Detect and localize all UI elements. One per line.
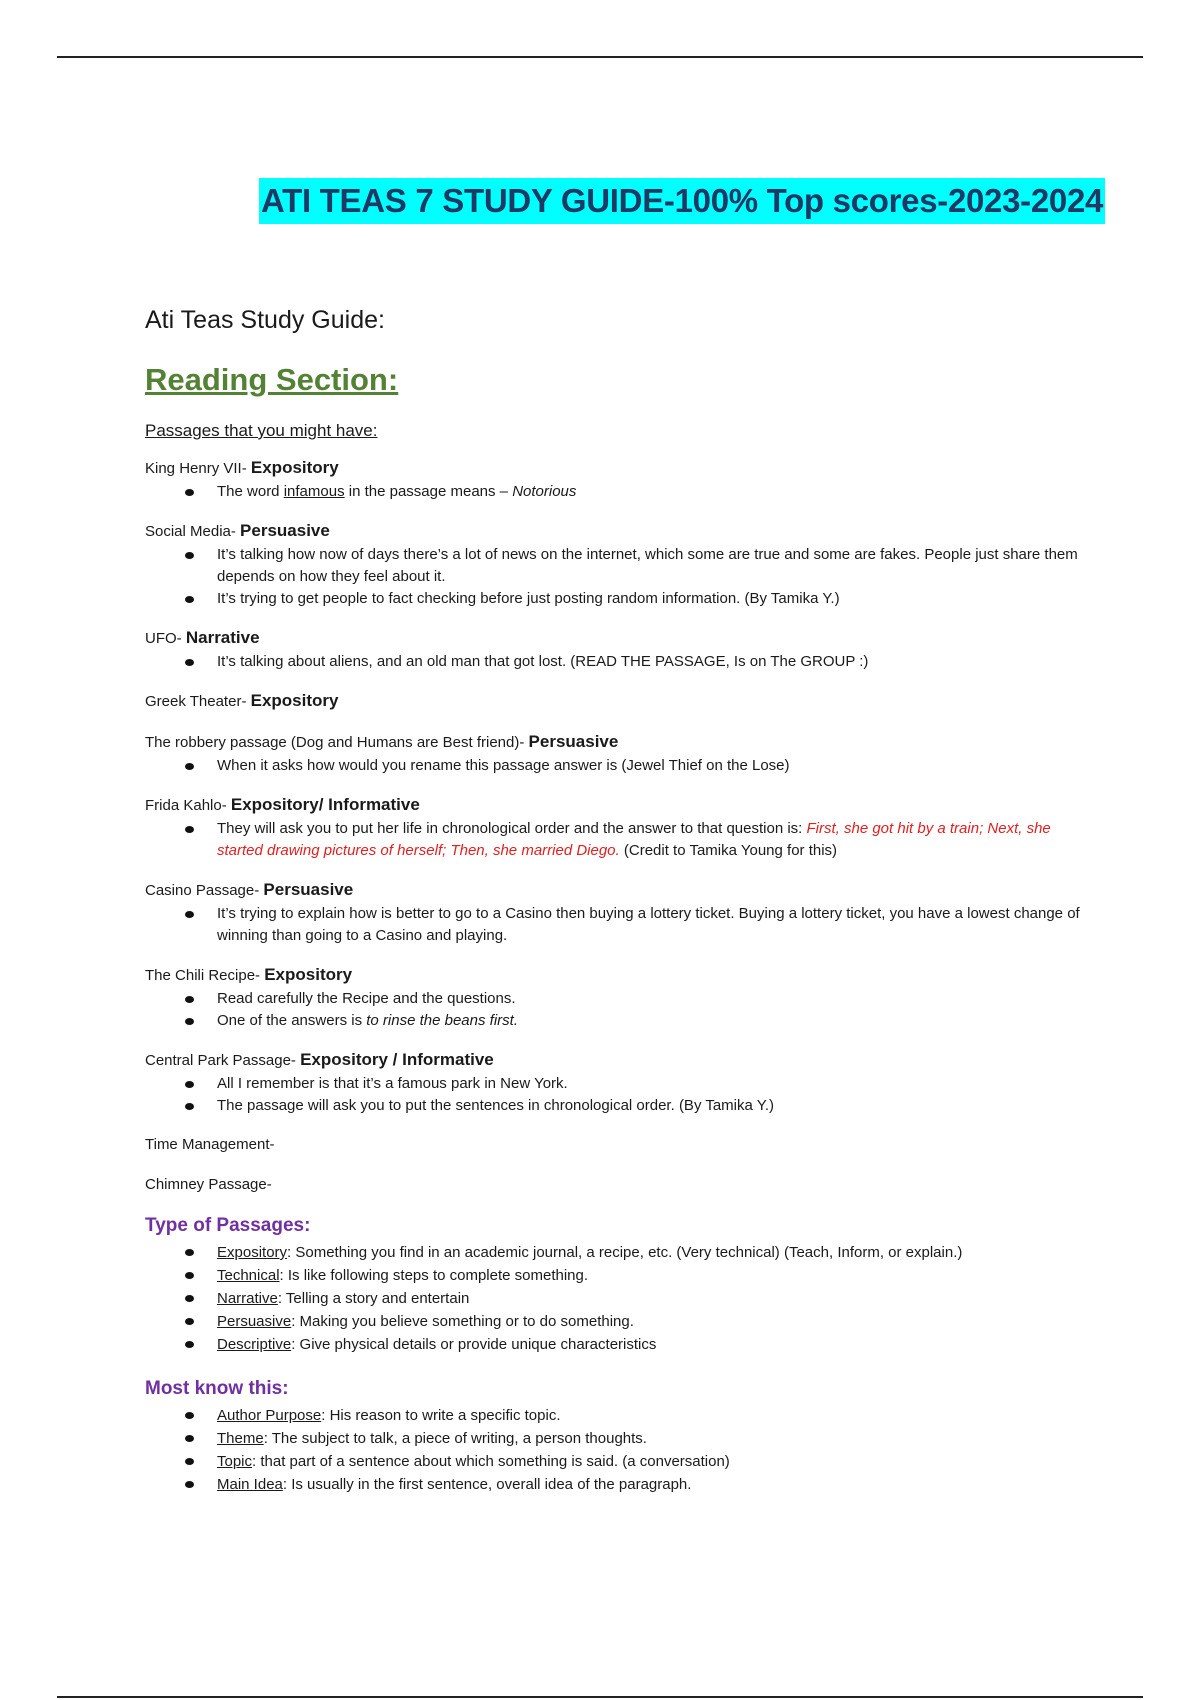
passage-name: The Chili Recipe- [145,967,261,984]
bottom-rule [57,1696,1143,1698]
passage-name: Greek Theater- [145,693,247,710]
note-text: in the passage means – [344,483,513,500]
note-item [145,818,1095,862]
passage-type: Expository [264,965,353,984]
definition-term: Topic [217,1453,253,1470]
definition-text: : Is like following steps to complete something. [279,1267,589,1284]
document-title: ATI TEAS 7 STUDY GUIDE-100% Top scores-2023-2024 [259,178,1105,224]
definition-term: Expository [217,1244,288,1261]
definition-text: : His reason to write a specific topic. [321,1407,561,1424]
definition-term: Technical [217,1267,280,1284]
passage-entry [145,1173,1095,1197]
passage-heading [145,1048,1095,1073]
passage-entry [145,1048,1095,1117]
passage-name: Central Park Passage- [145,1052,296,1069]
note-text: They will ask you to put her life in chronological order and the answer to that question is: [217,820,807,837]
passage-type: Persuasive [263,880,354,899]
note-italic: to rinse the beans first. [366,1012,518,1029]
passage-name: Chimney Passage- [145,1176,272,1193]
passage-entry [145,793,1095,862]
passage-name: Casino Passage- [145,882,260,899]
passage-heading [145,1133,1095,1157]
passage-heading [145,689,1095,714]
passage-type: Narrative [185,628,260,647]
note-item [145,544,1095,588]
passage-notes [145,903,1095,947]
definition-item [145,1241,1095,1264]
passage-entry [145,1133,1095,1157]
document-body [145,300,1095,1496]
passage-notes [145,651,1095,673]
definition-item [145,1310,1095,1333]
note-item [145,755,1095,777]
note-item [145,651,1095,673]
note-underlined-word: infamous [283,483,345,500]
definition-item [145,1473,1095,1496]
note-text: All I remember is that it’s a famous park in New York. [217,1075,568,1092]
passage-entry [145,456,1095,503]
passage-list [145,456,1095,1197]
passages-label: Passages that you might have: [145,421,378,440]
passage-entry [145,878,1095,947]
passage-name: King Henry VII- [145,460,247,477]
note-item [145,588,1095,610]
note-text: Read carefully the Recipe and the questions. [217,990,516,1007]
note-item [145,1010,1095,1032]
passage-entry [145,519,1095,610]
must-know-heading: Most know this: [145,1378,289,1399]
definition-term: Theme [217,1430,264,1447]
passage-name: The robbery passage (Dog and Humans are Best friend)- [145,734,525,751]
passage-notes [145,755,1095,777]
definition-text: : Give physical details or provide unique characteristics [291,1336,657,1353]
passage-type: Persuasive [240,521,330,540]
definition-term: Main Idea [217,1476,283,1493]
definition-text: : that part of a sentence about which something is said. (a conversation) [252,1453,730,1470]
passage-notes [145,988,1095,1032]
definition-term: Descriptive [217,1336,292,1353]
note-text: It’s talking how now of days there’s a lot of news on the internet, which some are true and some are fakes. People just share them depends on how they feel about it. [217,546,1078,585]
definition-text: : Is usually in the first sentence, overall idea of the paragraph. [282,1476,692,1493]
passage-heading [145,793,1095,818]
passage-name: UFO- [145,630,182,647]
definition-item [145,1287,1095,1310]
note-text: It’s trying to get people to fact checking before just posting random information. (By Tamika Y.) [217,590,840,607]
passage-notes [145,818,1095,862]
note-item [145,1095,1095,1117]
note-text: The passage will ask you to put the sentences in chronological order. (By Tamika Y.) [217,1097,774,1114]
passage-type: Expository [250,691,339,710]
passage-type: Expository [250,458,339,477]
passage-entry [145,963,1095,1032]
must-know-list [145,1404,1095,1496]
definition-item [145,1450,1095,1473]
definition-term: Persuasive [217,1313,292,1330]
note-text: One of the answers is [217,1012,367,1029]
note-italic: Notorious [512,483,577,500]
definition-text: : The subject to talk, a piece of writing, a person thoughts. [263,1430,647,1447]
definition-text: : Making you believe something or to do something. [291,1313,634,1330]
title-block [259,178,1105,224]
note-text: The word [217,483,284,500]
definition-item [145,1264,1095,1287]
types-list [145,1241,1095,1356]
passage-heading [145,1173,1095,1197]
passage-heading [145,456,1095,481]
note-text: When it asks how would you rename this passage answer is (Jewel Thief on the Lose) [217,757,790,774]
definition-term: Author Purpose [217,1407,322,1424]
passage-type: Expository/ Informative [230,795,420,814]
passage-name: Frida Kahlo- [145,797,227,814]
passage-heading [145,626,1095,651]
definition-text: : Telling a story and entertain [277,1290,470,1307]
note-text: It’s trying to explain how is better to go to a Casino then buying a lottery ticket. Buying a lottery ticket, you have a lowest change of winning than going to a Casino and playing. [217,905,1080,944]
passage-name: Social Media- [145,523,236,540]
note-item [145,988,1095,1010]
passage-entry [145,730,1095,777]
passage-heading [145,963,1095,988]
passage-heading [145,730,1095,755]
definition-item [145,1427,1095,1450]
note-text: It’s talking about aliens, and an old man that got lost. (READ THE PASSAGE, Is on The GROUP :) [217,653,869,670]
passage-type: Expository / Informative [300,1050,494,1069]
definition-item [145,1404,1095,1427]
passage-notes [145,481,1095,503]
passage-heading [145,878,1095,903]
passage-entry [145,626,1095,673]
passage-type: Persuasive [528,732,619,751]
passage-entry [145,689,1095,714]
section-heading: Reading Section: [145,362,399,397]
note-item [145,1073,1095,1095]
top-rule [57,56,1143,58]
note-answer-highlight: First, she got hit by a train; Next, she started drawing pictures of herself; Then, she married Diego. [217,820,1051,859]
passage-heading [145,519,1095,544]
document-subtitle: Ati Teas Study Guide: [145,306,385,334]
note-text: (Credit to Tamika Young for this) [619,842,838,859]
note-item [145,481,1095,503]
definition-item [145,1333,1095,1356]
passage-notes [145,544,1095,610]
passage-notes [145,1073,1095,1117]
types-heading: Type of Passages: [145,1215,311,1236]
definition-term: Narrative [217,1290,278,1307]
note-item [145,903,1095,947]
passage-name: Time Management- [145,1136,275,1153]
definition-text: : Something you find in an academic journal, a recipe, etc. (Very technical) (Teach, Inform, or explain.) [287,1244,963,1261]
